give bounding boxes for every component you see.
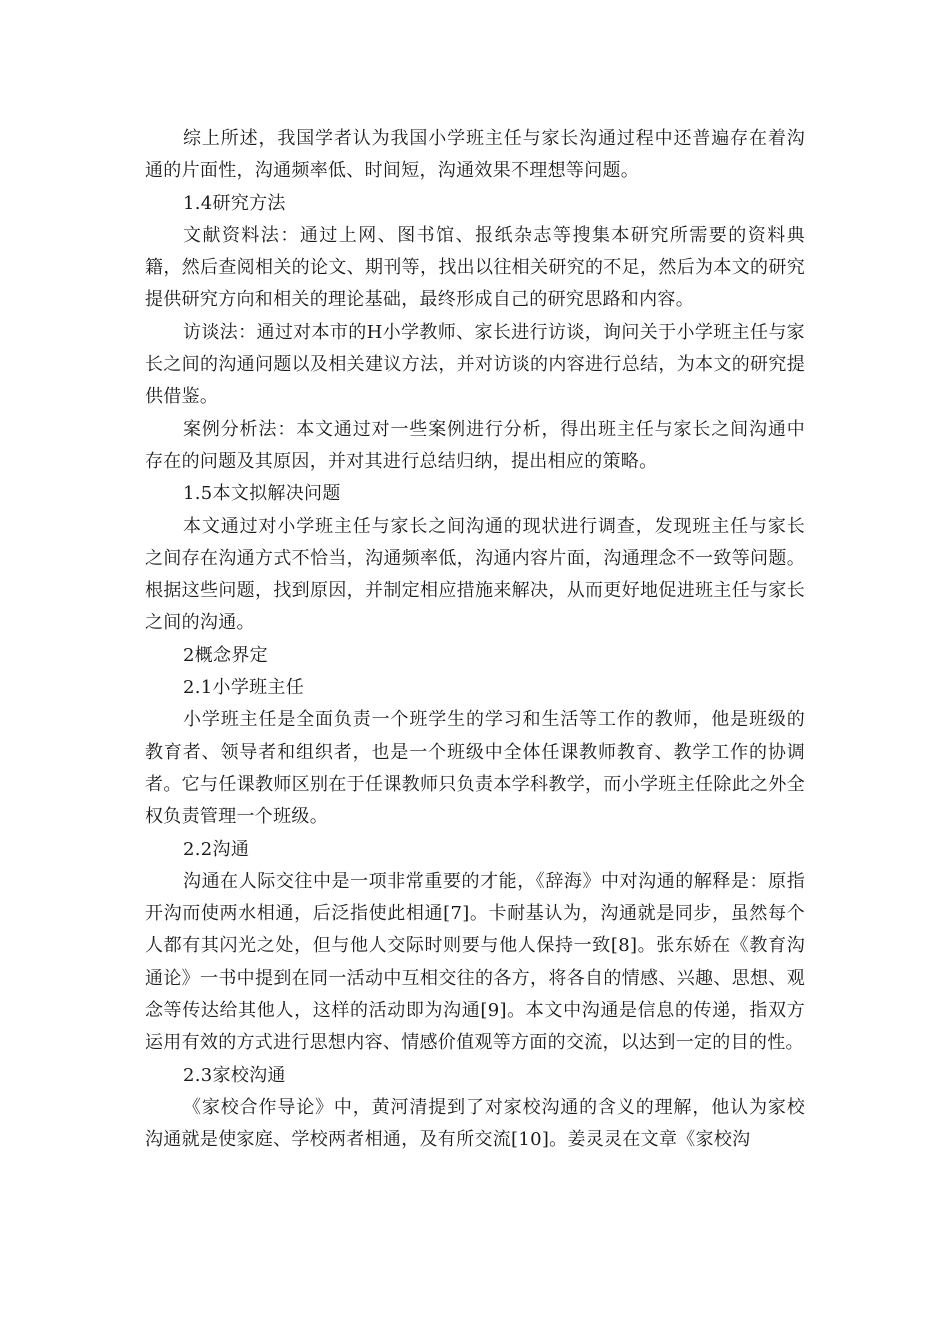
paragraph-communication-definition: 沟通在人际交往中是一项非常重要的才能，《辞海》中对沟通的解释是：原指开沟而使两水相通，后泛指使此相通[7]。卡耐基认为，沟通就是同步，虽然每个人都有其闪光之处，但与他人交际时则要与他人保持一致[8]。张东娇在《教育沟通论》一书中提到在同一活动中互相交往的各方，将各自的情感、兴趣、思想、观念等传达给其他人，这样的活动即为沟通[9]。本文中沟通是信息的传递，指双方运用有效的方式进行思想内容、情感价值观等方面的交流，以达到一定的目的性。 [145, 870, 805, 1054]
document-body [145, 123, 805, 1157]
paragraph-home-school-communication: 《家校合作导论》中，黄河清提到了对家校沟通的含义的理解，他认为家校沟通就是使家庭、学校两者相通，及有所交流[10]。姜灵灵在文章《家校沟 [145, 1096, 805, 1151]
paragraph-head-teacher-definition: 小学班主任是全面负责一个班学生的学习和生活等工作的教师，他是班级的教育者、领导者和组织者，也是一个班级中全体任课教师教育、教学工作的协调者。它与任课教师区别在于任课教师只负责本学科教学，而小学班主任除此之外全权负责管理一个班级。 [145, 709, 805, 828]
section-heading-1-5: 1.5本文拟解决问题 [183, 483, 341, 505]
paragraph-case-analysis-method: 案例分析法：本文通过对一些案例进行分析，得出班主任与家长之间沟通中存在的问题及其原因，并对其进行总结归纳，提出相应的策略。 [145, 418, 805, 472]
paragraph-summary: 综上所述，我国学者认为我国小学班主任与家长沟通过程中还普遍存在着沟通的片面性，沟通频率低、时间短，沟通效果不理想等问题。 [145, 128, 805, 182]
paragraph-problems-to-solve: 本文通过对小学班主任与家长之间沟通的现状进行调查，发现班主任与家长之间存在沟通方式不恰当，沟通频率低，沟通内容片面，沟通理念不一致等问题。根据这些问题，找到原因，并制定相应措施来解决，从而更好地促进班主任与家长之间的沟通。 [145, 515, 805, 634]
section-heading-2-1: 2.1小学班主任 [183, 677, 305, 699]
section-heading-1-4: 1.4研究方法 [183, 192, 286, 214]
section-heading-2: 2概念界定 [183, 644, 268, 666]
paragraph-literature-method: 文献资料法：通过上网、图书馆、报纸杂志等搜集本研究所需要的资料典籍，然后查阅相关的论文、期刊等，找出以往相关研究的不足，然后为本文的研究提供研究方向和相关的理论基础，最终形成自己的研究思路和内容。 [145, 224, 805, 311]
section-heading-2-2: 2.2沟通 [183, 838, 250, 860]
paragraph-interview-method: 访谈法：通过对本市的H小学教师、家长进行访谈，询问关于小学班主任与家长之间的沟通问题以及相关建议方法，并对访谈的内容进行总结，为本文的研究提供借鉴。 [145, 321, 805, 408]
section-heading-2-3: 2.3家校沟通 [183, 1064, 286, 1086]
